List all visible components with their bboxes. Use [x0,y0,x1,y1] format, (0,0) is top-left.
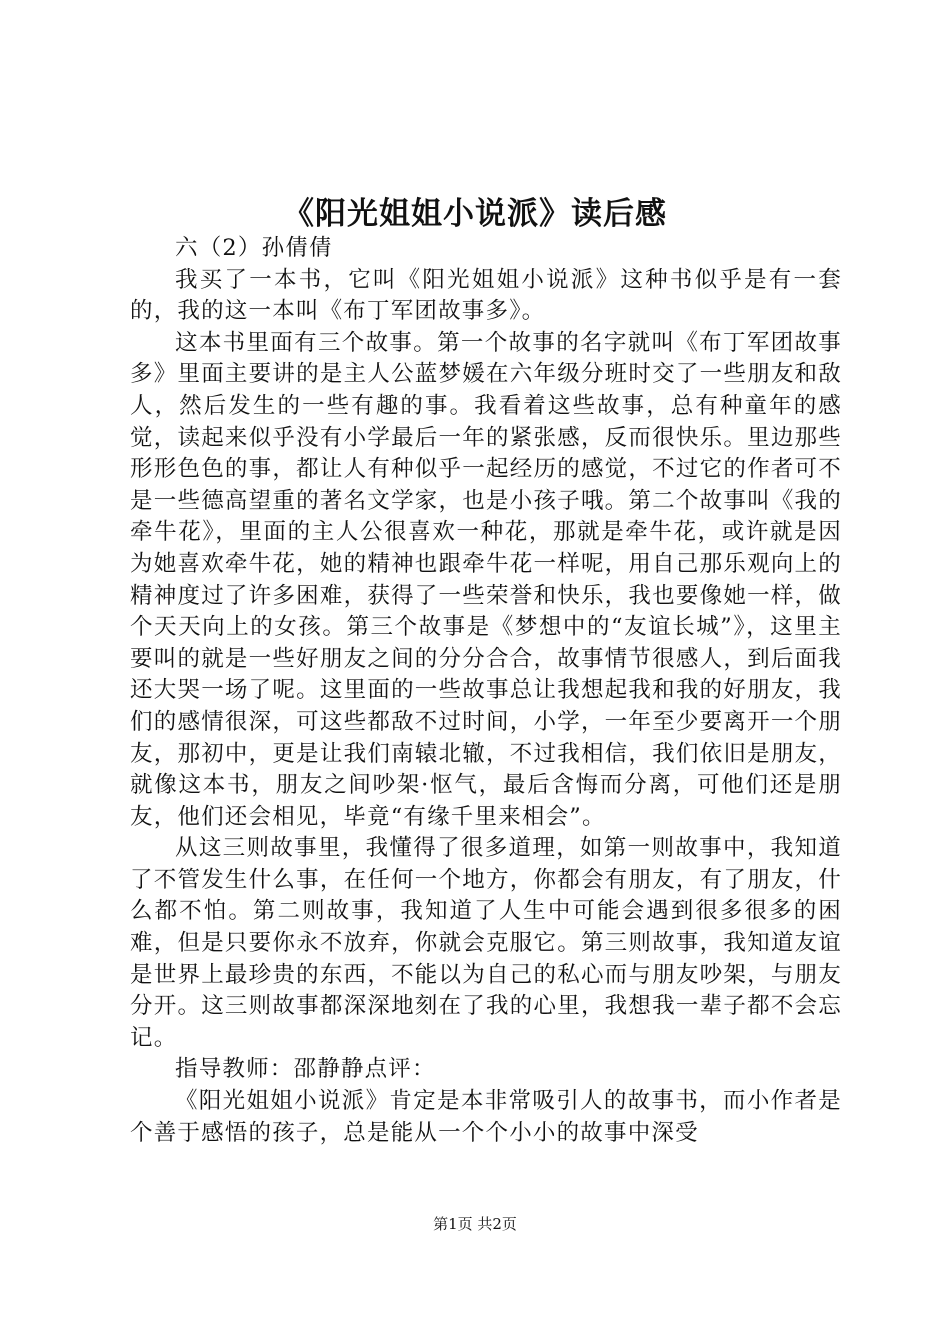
document-title: 《阳光姐姐小说派》读后感 [283,196,667,232]
paragraph-2: 这本书里面有三个故事。第一个故事的名字就叫《布丁军团故事多》里面主要讲的是主人公蓝梦媛在六年级分班时交了一些朋友和敌人，然后发生的一些有趣的事。我看着这些故事，总有种童年的感觉，读起来似乎没有小学最后一年的紧张感，反而很快乐。里边那些形形色色的事，都让人有种似乎一起经历的感觉，不过它的作者可不是一些德高望重的著名文学家，也是小孩子哦。第二个故事叫《我的牵牛花》，里面的主人公很喜欢一种花，那就是牵牛花，或许就是因为她喜欢牵牛花，她的精神也跟牵牛花一样呢，用自己那乐观向上的精神度过了许多困难，获得了一些荣誉和快乐，我也要像她一样，做个天天向上的女孩。第三个故事是《梦想中的“友谊长城”》，这里主要叫的就是一些好朋友之间的分分合合，故事情节很感人，到后面我还大哭一场了呢。这里面的一些故事总让我想起我和我的好朋友，我们的感情很深，可这些都敌不过时间，小学，一年至少要离开一个朋友，那初中，更是让我们南辕北辙，不过我相信，我们依旧是朋友，就像这本书，朋友之间吵架·怄气，最后含悔而分离，可他们还是朋友，他们还会相见，毕竟“有缘千里来相会”。 [130,329,842,830]
teacher-comment-text: 《阳光姐姐小说派》肯定是本非常吸引人的故事书，而小作者是个善于感悟的孩子，总是能从一个个小小的故事中深受 [130,1088,842,1146]
paragraph-3: 从这三则故事里，我懂得了很多道理，如第一则故事中，我知道了不管发生什么事，在任何一个地方，你都会有朋友，有了朋友，什么都不怕。第二则故事，我知道了人生中可能会遇到很多很多的困难，但是只要你永不放弃，你就会克服它。第三则故事，我知道友谊是世界上最珍贵的东西，不能以为自己的私心而与朋友吵架，与朋友分开。这三则故事都深深地刻在了我的心里，我想我一辈子都不会忘记。 [130,835,842,1051]
teacher-comment-heading: 指导教师：邵静静点评： [175,1056,436,1083]
author-line: 六（2）孙倩倩 [175,235,333,261]
document-body [130,233,842,1149]
paragraph-1: 我买了一本书，它叫《阳光姐姐小说派》这种书似乎是有一套的，我的这一本叫《布丁军团故事多》。 [130,266,842,325]
page-footer: 第1页 共2页 [433,1215,517,1233]
